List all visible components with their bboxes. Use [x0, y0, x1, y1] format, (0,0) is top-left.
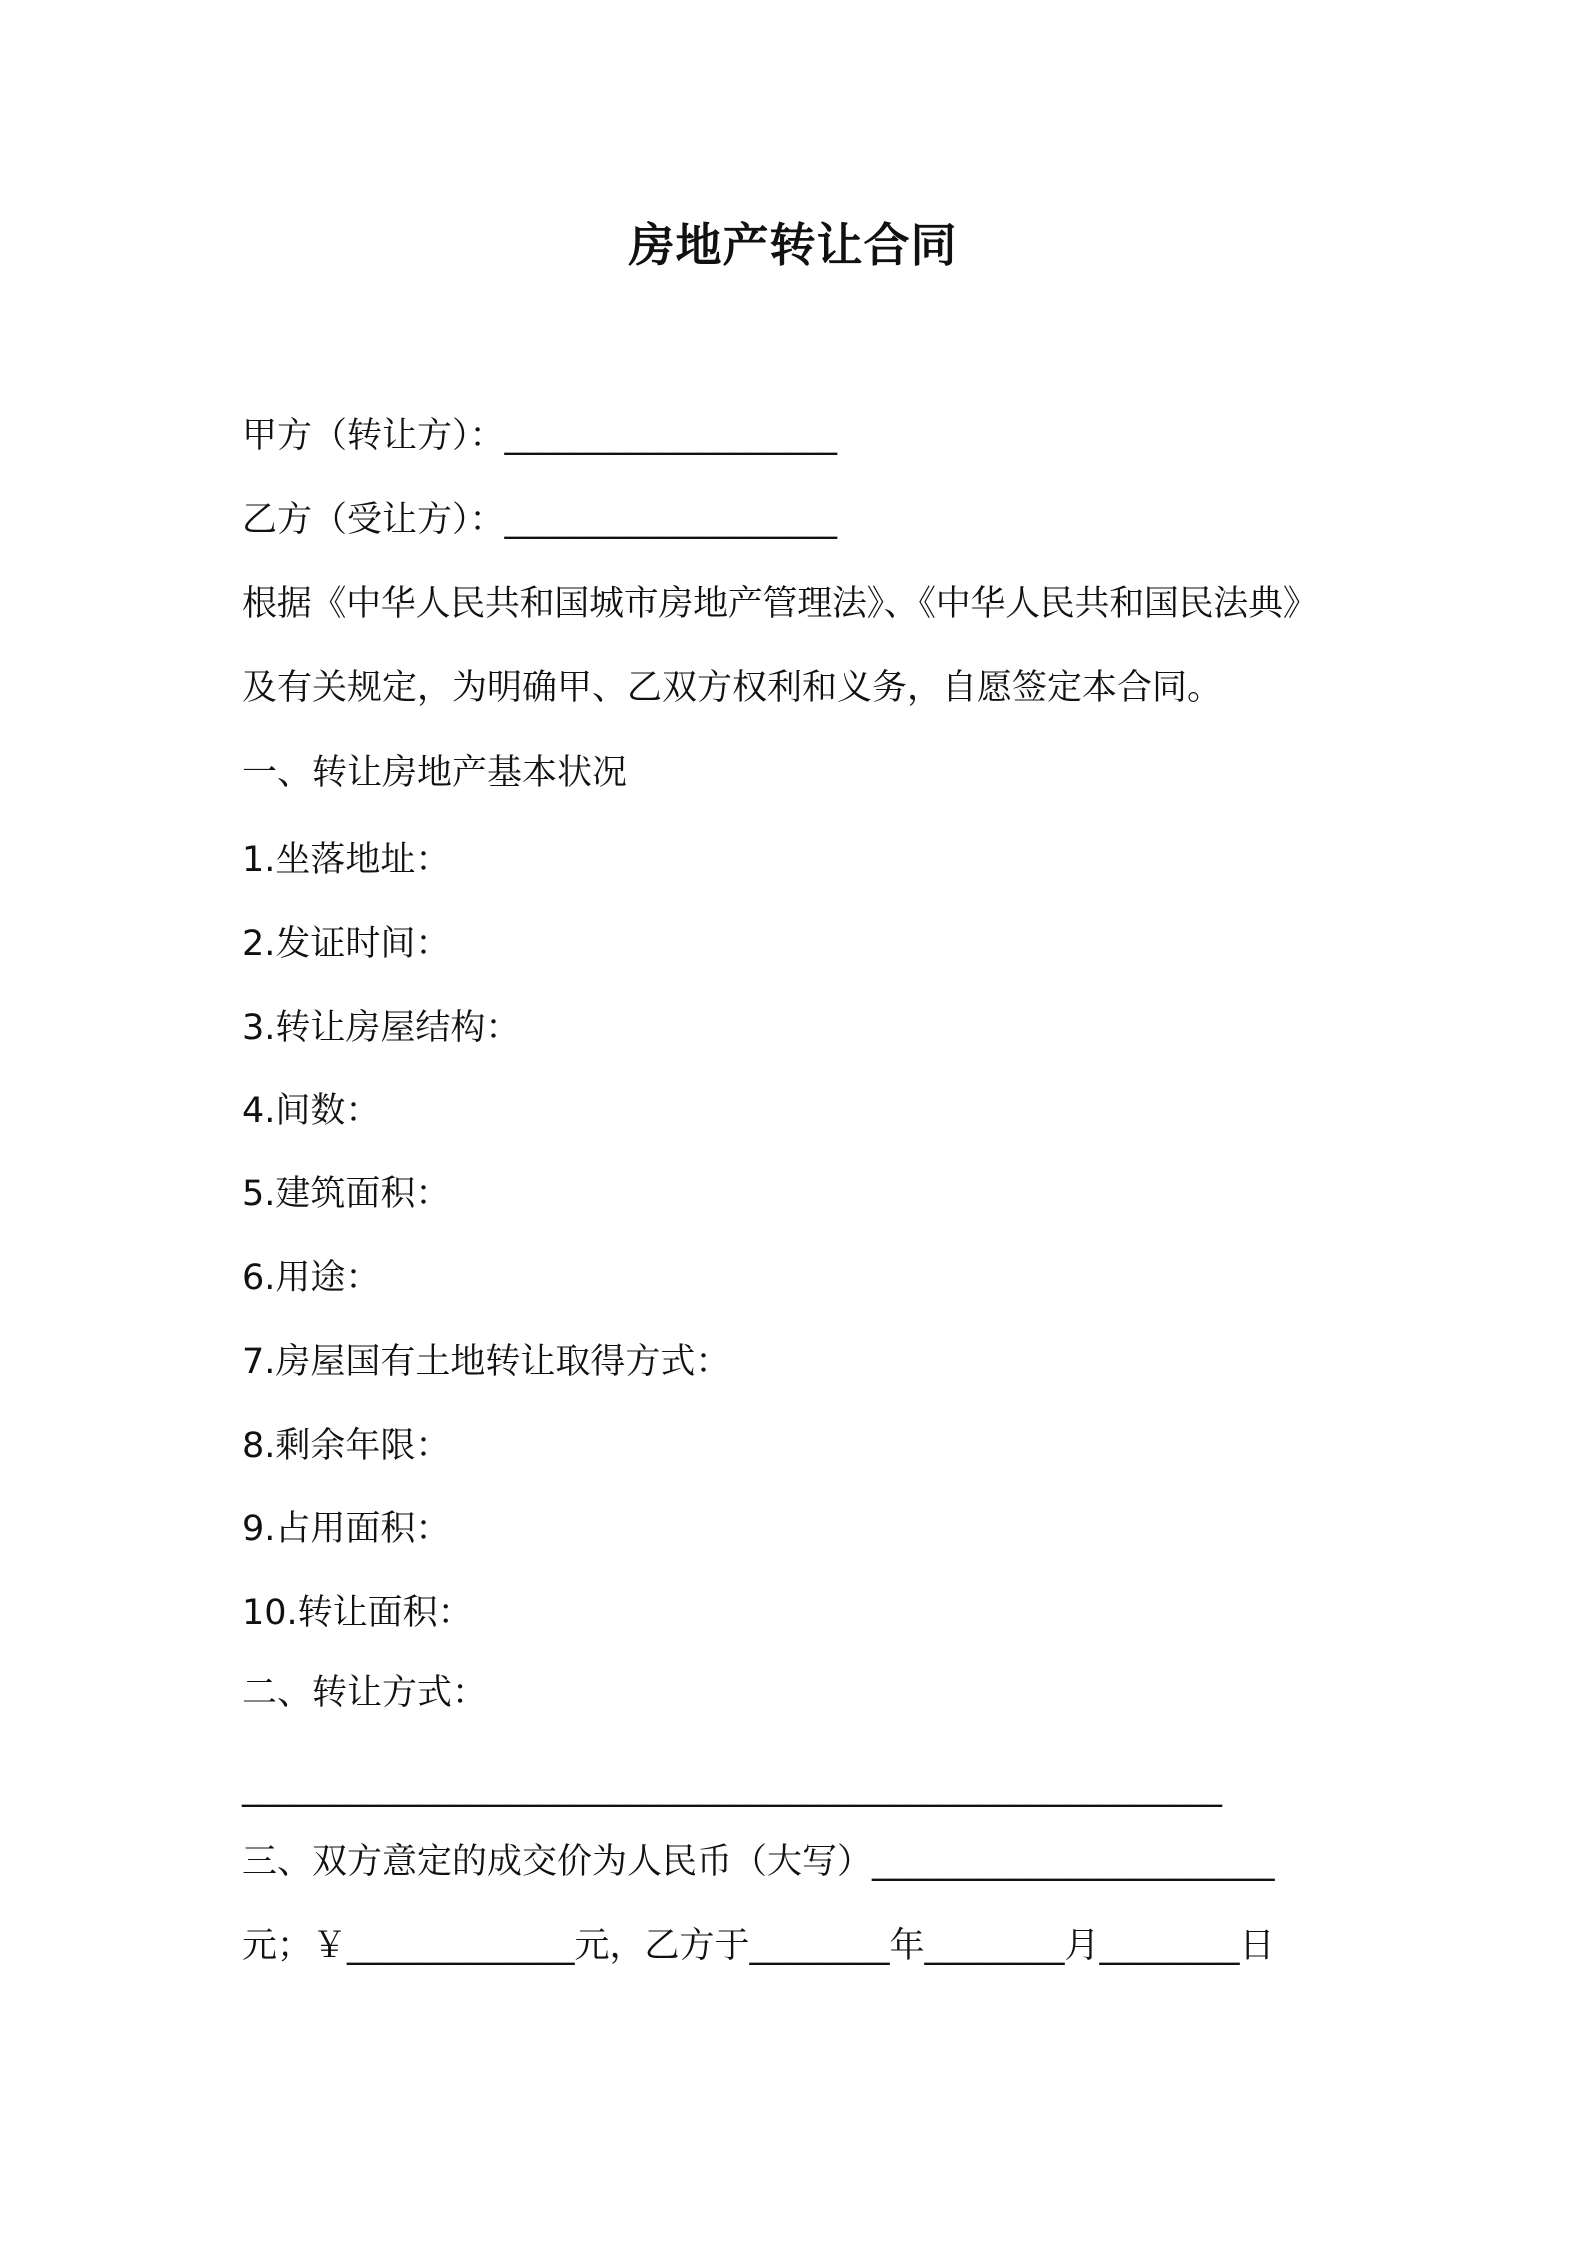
- section-1-heading: 一、转让房地产基本状况: [242, 753, 628, 793]
- section-2-heading: 二、转让方式：: [242, 1673, 488, 1713]
- list-item: 9.占用面积：: [242, 1509, 451, 1549]
- section-3-line-2: 元；￥_____________元，乙方于________年________月________日: [242, 1926, 1275, 1966]
- preamble-line-2: 及有关规定，为明确甲、乙双方权利和义务，自愿签定本合同。: [242, 668, 1223, 708]
- document-title: 房地产转让合同: [628, 218, 958, 272]
- list-item: 1.坐落地址：: [242, 840, 451, 880]
- list-item: 5.建筑面积：: [242, 1174, 451, 1214]
- section-2-blank-line: ________________________________________________________: [242, 1768, 1222, 1808]
- list-item: 10.转让面积：: [242, 1593, 473, 1633]
- party-a-line: 甲方（转让方）：___________________: [242, 416, 838, 456]
- party-b-line: 乙方（受让方）：___________________: [242, 500, 838, 540]
- list-item: 7.房屋国有土地转让取得方式：: [242, 1342, 731, 1382]
- list-item: 3.转让房屋结构：: [242, 1008, 521, 1048]
- list-item: 2.发证时间：: [242, 924, 451, 964]
- list-item: 6.用途：: [242, 1258, 381, 1298]
- preamble-line-1: 根据《中华人民共和国城市房地产管理法》、《中华人民共和国民法典》: [242, 584, 1318, 624]
- list-item: 4.间数：: [242, 1091, 381, 1131]
- section-3-line-1: 三、双方意定的成交价为人民币（大写）_______________________: [242, 1842, 1275, 1882]
- list-item: 8.剩余年限：: [242, 1426, 451, 1466]
